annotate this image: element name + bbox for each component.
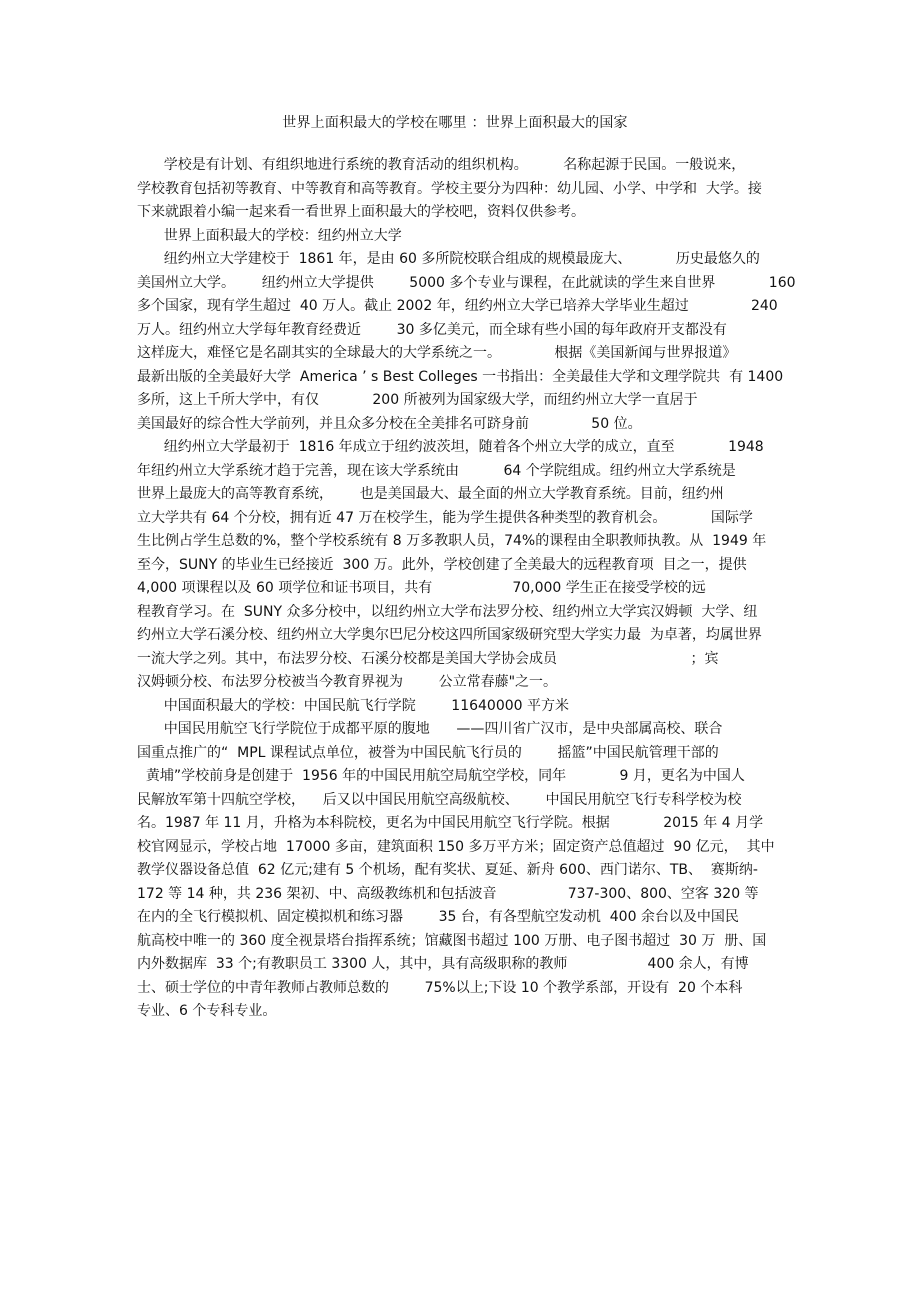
text-line: 172 等 14 种，共 236 架初、中、高级教练机和包括波音 737-300、800、空客 320 等 — [137, 885, 759, 902]
text-line: 内外数据库 33 个;有教职员工 3300 人，其中，具有高级职称的教师 400 余人，有博 — [137, 956, 749, 972]
text-line: 专业、6 个专科专业。 — [137, 1003, 277, 1019]
text-line: 世界上最庞大的高等教育系统， 也是美国最大、最全面的州立大学教育系统。目前，纽约州 — [137, 486, 724, 502]
text-line: 美国最好的综合性大学前列，并且众多分校在全美排名可跻身前 50 位。 — [137, 415, 642, 432]
text-line: 名。1987 年 11 月，升格为本科院校，更名为中国民用航空飞行学院。根据 2015 年 4 月学 — [137, 815, 764, 831]
document-body — [137, 154, 797, 1024]
text-line: 多所，这上千所大学中，有仅 200 所被列为国家级大学，而纽约州立大学一直居于 — [137, 392, 698, 408]
text-line: 学校教育包括初等教育、中等教育和高等教育。学校主要分为四种：幼儿园、小学、中学和 大学。接 — [137, 180, 762, 197]
text-line: 一流大学之列。其中，布法罗分校、石溪分校都是美国大学协会成员 ；宾 — [137, 650, 719, 667]
text-line: 纽约州立大学建校于 1861 年，是由 60 多所院校联合组成的规模最庞大、 历史最悠久的 — [137, 251, 760, 267]
text-line: 航高校中唯一的 360 度全视景塔台指挥系统；馆藏图书超过 100 万册、电子图书超过 30 万 册、国 — [137, 932, 767, 949]
text-line: 生比例占学生总数的%，整个学校系统有 8 万多教职人员，74%的课程由全职教师执教。从 1949 年 — [137, 533, 767, 549]
text-line: 世界上面积最大的学校：纽约州立大学 — [137, 227, 402, 244]
text-line: 教学仪器设备总值 62 亿元;建有 5 个机场，配有奖状、夏延、新舟 600、西门诺尔、TB、 赛斯纳- — [137, 862, 758, 878]
text-line: 中国面积最大的学校：中国民航飞行学院 11640000 平方米 — [137, 697, 570, 714]
text-line: 校官网显示，学校占地 17000 多亩，建筑面积 150 多万平方米；固定资产总值超过 90 亿元， 其中 — [137, 838, 775, 855]
text-line: 汉姆顿分校、布法罗分校被当今教育界视为 公立常春藤"之一。 — [137, 674, 558, 690]
text-line: 纽约州立大学最初于 1816 年成立于纽约波茨坦，随着各个州立大学的成立，直至 1948 — [137, 439, 764, 455]
text-line: 士、硕士学位的中青年教师占教师总数的 75%以上;下设 10 个教学系部，开设有 20 个本科 — [137, 979, 743, 996]
text-line: 美国州立大学。 纽约州立大学提供 5000 多个专业与课程，在此就读的学生来自世界 160 — [137, 274, 796, 291]
text-line: 多个国家，现有学生超过 40 万人。截止 2002 年，纽约州立大学已培养大学毕业生超过 240 — [137, 298, 778, 314]
document-title: 世界上面积最大的学校在哪里 ：世界上面积最大的国家 — [282, 115, 628, 131]
text-line: 学校是有计划、有组织地进行系统的教育活动的组织机构。 名称起源于民国。一般说来， — [137, 157, 746, 173]
text-line: 4,000 项课程以及 60 项学位和证书项目，共有 70,000 学生正在接受学校的远 — [137, 580, 706, 596]
text-line: 万人。纽约州立大学每年教育经费近 30 多亿美元，而全球有些小国的每年政府开支都没有 — [137, 321, 727, 338]
text-line: 国重点推广的“ MPL 课程试点单位，被誉为中国民航飞行员的 摇篮”中国民航管理干部的 — [137, 744, 719, 761]
text-line: 最新出版的全美最好大学 America ’ s Best Colleges 一书指出：全美最佳大学和文理学院共 有 1400 — [137, 368, 784, 385]
text-line: 至今，SUNY 的毕业生已经接近 300 万。此外，学校创建了全美最大的远程教育项 目之一，提供 — [137, 556, 747, 573]
text-line: 黄埔”学校前身是创建于 1956 年的中国民用航空局航空学校，同年 9 月，更名为中国人 — [137, 768, 745, 784]
text-line: 中国民用航空飞行学院位于成都平原的腹地 ——四川省广汉市，是中央部属高校、联合 — [137, 721, 723, 737]
text-line: 民解放军第十四航空学校， 后又以中国民用航空高级航校、 中国民用航空飞行专科学校为校 — [137, 791, 742, 808]
text-line: 程教育学习。在 SUNY 众多分校中，以纽约州立大学布法罗分校、纽约州立大学宾汉姆顿 大学、纽 — [137, 603, 758, 620]
text-line: 这样庞大，难怪它是名副其实的全球最大的大学系统之一。 根据《美国新闻与世界报道》 — [137, 345, 737, 361]
text-line: 约州立大学石溪分校、纽约州立大学奥尔巴尼分校这四所国家级研究型大学实力最 为卓著，均属世界 — [137, 627, 762, 643]
text-line: 年纽约州立大学系统才趋于完善，现在该大学系统由 64 个学院组成。纽约州立大学系统是 — [137, 462, 736, 479]
text-line: 立大学共有 64 个分校，拥有近 47 万在校学生，能为学生提供各种类型的教育机会。 国际学 — [137, 509, 753, 526]
text-line: 下来就跟着小编一起来看一看世界上面积最大的学校吧，资料仅供参考。 — [137, 204, 585, 220]
text-line: 在内的全飞行模拟机、固定模拟机和练习器 35 台，有各型航空发动机 400 余台以及中国民 — [137, 909, 739, 925]
